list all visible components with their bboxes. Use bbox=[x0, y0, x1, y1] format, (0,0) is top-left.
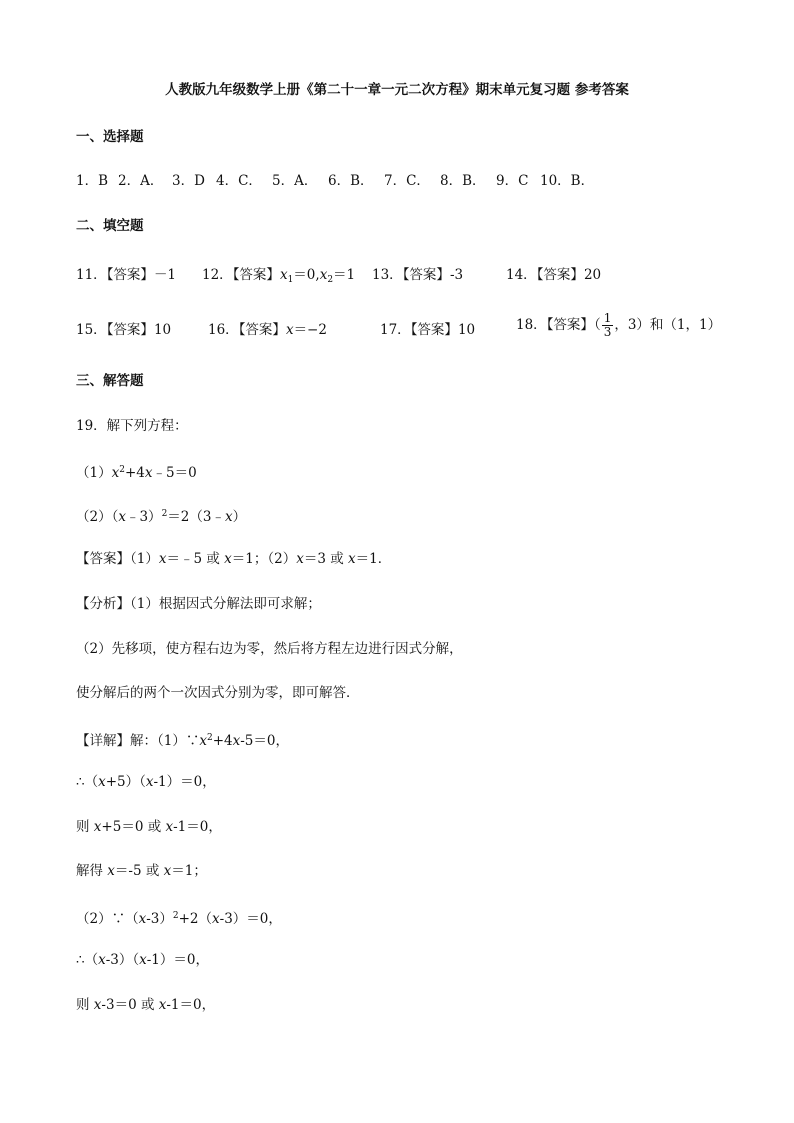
text: ＝3 或 bbox=[303, 551, 348, 567]
text: -3） bbox=[146, 911, 173, 927]
answer-value: 20 bbox=[583, 267, 602, 283]
math-var: x bbox=[98, 774, 106, 790]
math-var: x bbox=[163, 863, 172, 879]
question-19-detail-2 bbox=[76, 772, 216, 792]
fraction-denominator: 3 bbox=[603, 325, 612, 339]
answer-tag: 【答案】 bbox=[546, 317, 594, 333]
question-19-detail-1 bbox=[76, 728, 289, 751]
text: ＝﹣5 或 bbox=[166, 551, 225, 567]
section-heading-choice: 一、选择题 bbox=[76, 129, 144, 145]
superscript: 2 bbox=[119, 465, 125, 475]
question-number: 15． bbox=[76, 322, 107, 338]
answer-tag: 【答案】 bbox=[402, 267, 450, 283]
answer-value: ＝−2 bbox=[293, 322, 327, 338]
question-19-analysis-1 bbox=[76, 594, 321, 614]
math-var: x bbox=[118, 509, 126, 525]
text: -1＝0， bbox=[173, 819, 222, 835]
choice-answer: 8．B． bbox=[440, 173, 486, 189]
math-var: x bbox=[224, 509, 233, 525]
text: ﹣5＝0 bbox=[152, 465, 197, 481]
answer-value: -3 bbox=[449, 267, 464, 283]
question-19-answer bbox=[76, 549, 391, 569]
answer-tag: 【答案】 bbox=[106, 267, 154, 283]
math-var: x bbox=[139, 952, 147, 968]
question-19-detail-6 bbox=[76, 950, 209, 970]
question-19-detail-4 bbox=[76, 861, 207, 881]
text: -3）（ bbox=[105, 952, 140, 968]
text: ＝1； bbox=[171, 863, 207, 879]
answer-tag: 【答案】 bbox=[238, 322, 286, 338]
text: 则 bbox=[76, 819, 94, 835]
answer-tag: 【答案】 bbox=[536, 267, 584, 283]
superscript: 2 bbox=[161, 509, 168, 519]
text: ） bbox=[232, 509, 247, 525]
text: （1） bbox=[76, 465, 112, 481]
fill-item-13 bbox=[372, 265, 463, 285]
math-var: x bbox=[158, 551, 167, 567]
math-var: x bbox=[93, 819, 102, 835]
text: ＝-5 或 bbox=[114, 863, 164, 879]
text: ＝1． bbox=[355, 551, 392, 567]
subscript: 2 bbox=[327, 275, 334, 285]
fill-item-16 bbox=[208, 320, 327, 340]
choice-answer: 3．D bbox=[172, 173, 205, 189]
choice-answer: 4．C． bbox=[216, 173, 262, 189]
question-number: 12． bbox=[202, 267, 233, 283]
text: -1＝0， bbox=[166, 997, 216, 1013]
fill-item-15 bbox=[76, 320, 171, 340]
answer-value: ，3）和（1，1） bbox=[614, 317, 722, 333]
answer-value: －1 bbox=[153, 267, 177, 283]
text: -1）＝0， bbox=[153, 774, 216, 790]
choice-answer: 2．A． bbox=[118, 173, 164, 189]
answer-tag: 【答案】 bbox=[76, 551, 130, 567]
text: ﹣3） bbox=[125, 509, 162, 525]
math-var: x bbox=[98, 952, 106, 968]
text: （1） bbox=[130, 551, 159, 567]
text: +5）（ bbox=[105, 774, 146, 790]
choice-answer: 10．B． bbox=[540, 173, 595, 189]
fill-item-12 bbox=[202, 265, 355, 290]
text: +4 bbox=[212, 733, 233, 749]
text: +5＝0 或 bbox=[101, 819, 166, 835]
fraction-numerator: 1 bbox=[603, 311, 612, 325]
question-19-detail-7 bbox=[76, 995, 215, 1015]
question-number: 16． bbox=[208, 322, 239, 338]
math-var: x bbox=[111, 465, 120, 481]
math-var: x bbox=[165, 819, 174, 835]
math-var: x bbox=[232, 733, 241, 749]
text: -5＝0， bbox=[240, 733, 289, 749]
question-19-part-1 bbox=[76, 460, 197, 483]
math-var: x bbox=[212, 911, 220, 927]
question-19-intro: 19．解下列方程： bbox=[76, 418, 188, 434]
choice-answer: 6．B． bbox=[328, 173, 374, 189]
text: （2）（ bbox=[76, 509, 119, 525]
answer-tag: 【答案】 bbox=[106, 322, 154, 338]
math-var: x bbox=[224, 551, 232, 567]
answer-tag: 【答案】 bbox=[232, 267, 280, 283]
detail-tag: 【详解】 bbox=[76, 733, 130, 749]
math-var: x bbox=[296, 551, 304, 567]
question-19-analysis-2: （2）先移项，使方程右边为零，然后将方程左边进行因式分解， bbox=[76, 641, 463, 657]
math-var: x bbox=[138, 911, 147, 927]
subscript: 1 bbox=[287, 275, 294, 285]
fraction bbox=[602, 312, 614, 339]
math-var: x bbox=[93, 997, 102, 1013]
text: ∴（ bbox=[76, 952, 99, 968]
math-var: x bbox=[348, 551, 356, 567]
choice-answer: 1．B bbox=[76, 173, 109, 189]
math-var: x bbox=[145, 774, 154, 790]
fill-item-18 bbox=[516, 312, 721, 339]
answer-value: ＝0, bbox=[293, 267, 320, 283]
math-var: x bbox=[144, 465, 153, 481]
choice-answer: 5．A． bbox=[272, 173, 318, 189]
text: 则 bbox=[76, 997, 94, 1013]
answer-value: 10 bbox=[457, 322, 476, 338]
fill-item-17 bbox=[380, 320, 475, 340]
answer-value: 10 bbox=[153, 322, 172, 338]
question-19-detail-5 bbox=[76, 906, 282, 929]
question-number: 14． bbox=[506, 267, 537, 283]
text: -3＝0 或 bbox=[101, 997, 159, 1013]
text: ＝2（3﹣ bbox=[167, 509, 225, 525]
fill-item-14 bbox=[506, 265, 601, 285]
page-title: 人教版九年级数学上册《第二十一章一元二次方程》期末单元复习题 参考答案 bbox=[165, 82, 629, 98]
math-var: x bbox=[285, 322, 294, 338]
question-number: 11． bbox=[76, 267, 107, 283]
question-19-analysis-3: 使分解后的两个一次因式分别为零，即可解答． bbox=[76, 685, 360, 701]
question-19-detail-3 bbox=[76, 817, 222, 837]
text: 解得 bbox=[76, 863, 108, 879]
text: +2（ bbox=[178, 911, 213, 927]
question-number: 18． bbox=[516, 317, 547, 333]
text: 解：（1）∵ bbox=[130, 733, 200, 749]
math-var: x bbox=[199, 733, 207, 749]
text: -3）＝0， bbox=[219, 911, 282, 927]
answer-tag: 【答案】 bbox=[410, 322, 458, 338]
section-heading-fill: 二、填空题 bbox=[76, 218, 144, 234]
text: +4 bbox=[124, 465, 145, 481]
answer-value: （ bbox=[593, 317, 601, 333]
answer-value: ＝1 bbox=[333, 267, 356, 283]
question-19-part-2 bbox=[76, 504, 246, 527]
superscript: 2 bbox=[172, 911, 179, 921]
section-heading-solve: 三、解答题 bbox=[76, 373, 144, 389]
choice-answer: 9．C bbox=[496, 173, 529, 189]
text: （2）∵（ bbox=[76, 911, 139, 927]
math-var: x bbox=[319, 267, 328, 283]
choice-answer: 7．C． bbox=[384, 173, 430, 189]
text: ∴（ bbox=[76, 774, 99, 790]
text: -1）＝0， bbox=[146, 952, 209, 968]
math-var: x bbox=[158, 997, 167, 1013]
analysis-tag: 【分析】 bbox=[76, 596, 130, 612]
fill-item-11 bbox=[76, 265, 176, 285]
superscript: 2 bbox=[206, 733, 213, 743]
math-var: x bbox=[107, 863, 115, 879]
question-number: 13． bbox=[372, 267, 403, 283]
math-var: x bbox=[279, 267, 288, 283]
question-number: 17． bbox=[380, 322, 411, 338]
text: （1）根据因式分解法即可求解； bbox=[130, 596, 321, 612]
text: ＝1；（2） bbox=[231, 551, 297, 567]
